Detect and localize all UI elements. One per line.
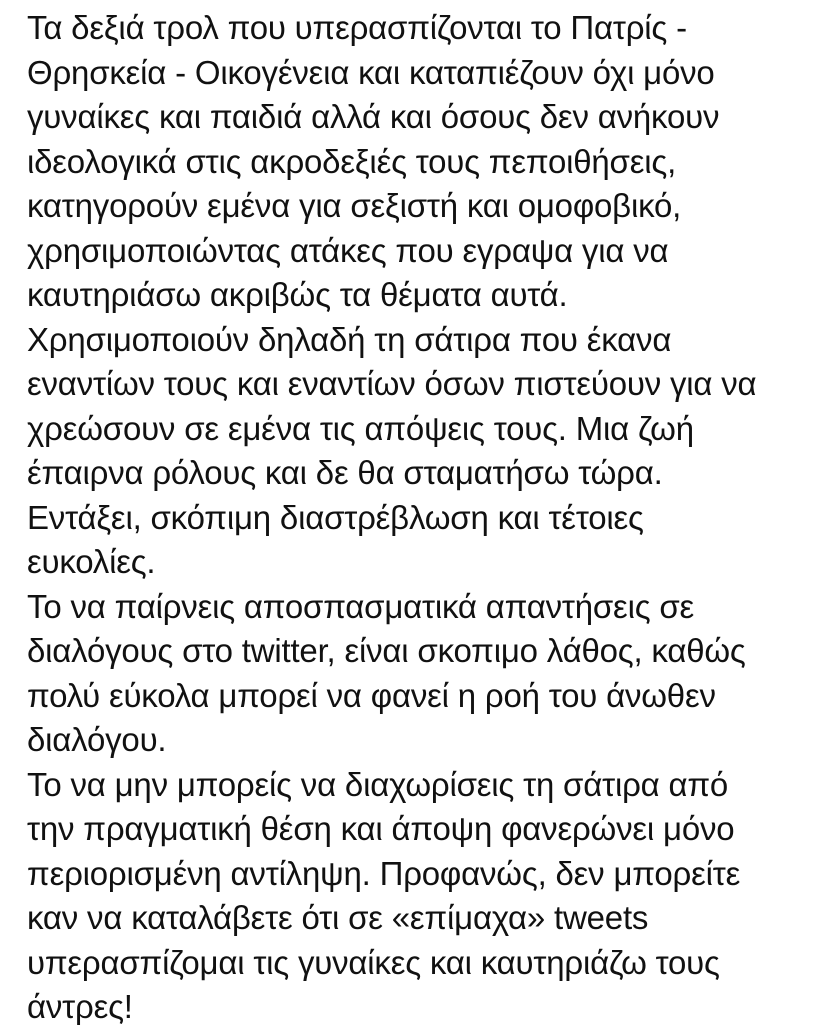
text-line: διαλόγου. bbox=[27, 721, 167, 758]
text-line: ευκολίες. bbox=[27, 543, 156, 580]
text-line: Τα δεξιά τρολ που υπερασπίζονται το Πατρίς - bbox=[27, 9, 687, 46]
text-line: έπαιρνα ρόλους και δε θα σταματήσω τώρα. bbox=[27, 454, 663, 491]
text-line: ιδεολογικά στις ακροδεξιές τους πεποιθήσεις, bbox=[27, 142, 677, 180]
text-line: Το να παίρνεις αποσπασματικά απαντήσεις σε bbox=[27, 587, 695, 625]
text-line: Εντάξει, σκόπιμη διαστρέβλωση και τέτοιες bbox=[27, 498, 644, 536]
text-line: κατηγορούν εμένα για σεξιστή και ομοφοβικό, bbox=[27, 187, 682, 224]
text-line: καυτηριάσω ακριβώς τα θέματα αυτά. bbox=[27, 276, 568, 313]
text-line: εναντίων τους και εναντίων όσων πιστεύουν για να bbox=[27, 365, 757, 402]
text-line: Το να μην μπορείς να διαχωρίσεις τη σάτιρα από bbox=[27, 765, 729, 803]
text-line: διαλόγους στο twitter, είναι σκοπιμο λάθος, καθώς bbox=[27, 632, 746, 669]
text-line: υπερασπίζομαι τις γυναίκες και καυτηριάζω τους bbox=[27, 943, 720, 981]
text-line: χρεώσουν σε εμένα τις απόψεις τους. Μια ζωή bbox=[27, 409, 694, 447]
text-line: καν να καταλάβετε ότι σε «επίμαχα» tweets bbox=[27, 899, 649, 936]
post-text bbox=[27, 6, 817, 1030]
text-line: πολύ εύκολα μπορεί να φανεί η ροή του άνωθεν bbox=[27, 676, 716, 714]
text-line: χρησιμοποιώντας ατάκες που εγραψα για να bbox=[27, 231, 669, 269]
text-line: περιορισμένη αντίληψη. Προφανώς, δεν μπορείτε bbox=[27, 854, 741, 892]
text-line: άντρες! bbox=[27, 988, 133, 1025]
text-line: Χρησιμοποιούν δηλαδή τη σάτιρα που έκανα bbox=[27, 320, 672, 358]
text-line: την πραγματική θέση και άποψη φανερώνει μόνο bbox=[27, 810, 735, 847]
text-line: γυναίκες και παιδιά αλλά και όσους δεν ανήκουν bbox=[27, 98, 720, 135]
text-line: Θρησκεία - Οικογένεια και καταπιέζουν όχι μόνο bbox=[27, 53, 715, 91]
